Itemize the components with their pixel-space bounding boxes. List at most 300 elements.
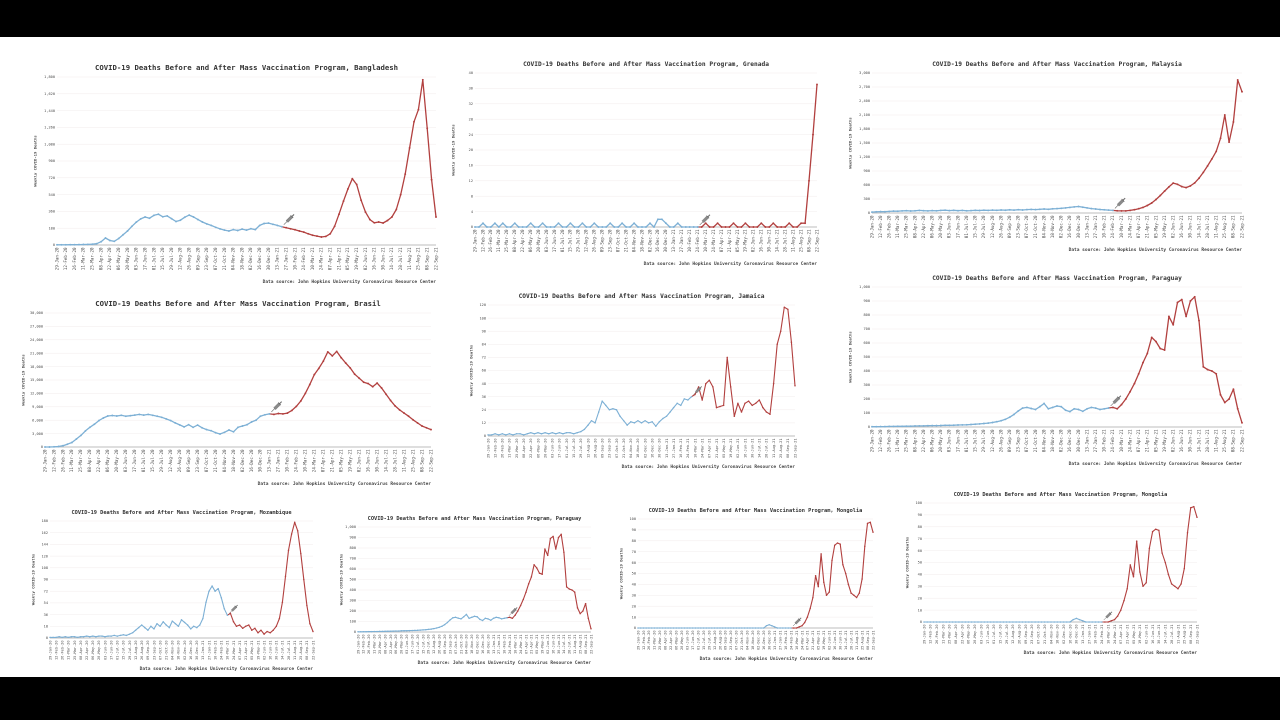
y-axis-label: Weekly COVID-19 Deaths	[618, 547, 624, 600]
data-point-marker	[365, 211, 367, 213]
data-point-marker	[210, 430, 212, 432]
data-point-marker	[697, 627, 699, 629]
letterbox-top	[0, 0, 1280, 37]
y-tick-label: 20	[468, 148, 473, 153]
data-source-note: Data source: John Hopkins University Coronavirus Resource Center	[621, 465, 795, 470]
x-tick-label: 12-Feb-20	[877, 215, 883, 239]
before-vaccination-line	[475, 219, 698, 227]
data-point-marker	[884, 426, 886, 428]
x-tick-label: 07-Oct-20	[734, 630, 739, 650]
y-tick-label: 18	[43, 624, 48, 629]
after-vaccination-line	[282, 80, 436, 237]
data-point-marker	[1098, 621, 1100, 623]
data-point-marker	[303, 231, 305, 233]
data-point-marker	[719, 406, 721, 408]
data-point-marker	[776, 226, 778, 228]
data-point-marker	[101, 635, 103, 637]
x-tick-label: 07-Apr-21	[718, 229, 724, 253]
data-point-marker	[206, 429, 208, 431]
data-point-marker	[815, 575, 817, 577]
data-point-marker	[172, 620, 174, 622]
x-tick-label: 25-Mar-20	[72, 640, 77, 660]
data-point-marker	[992, 209, 994, 211]
x-tick-label: 16-Jun-21	[365, 449, 371, 473]
data-point-marker	[127, 230, 129, 232]
data-point-marker	[757, 627, 759, 629]
x-tick-label: 26-Feb-20	[488, 229, 494, 253]
data-point-marker	[740, 226, 742, 228]
y-tick-label: 100	[863, 411, 870, 416]
after-vaccination-line	[1109, 297, 1242, 423]
data-point-marker	[1038, 621, 1040, 623]
data-point-marker	[764, 226, 766, 228]
data-point-marker	[996, 421, 998, 423]
data-point-marker	[1158, 530, 1160, 532]
x-tick-label: 02-Jun-21	[750, 229, 756, 253]
x-tick-label: 16-Dec-20	[188, 640, 193, 660]
y-tick-label: 3,000	[32, 431, 43, 436]
x-tick-label: 26-Feb-20	[71, 247, 77, 271]
data-point-marker	[623, 420, 625, 422]
data-point-marker	[581, 222, 583, 224]
data-point-marker	[659, 627, 661, 629]
x-tick-label: 08-Sep-21	[1230, 215, 1236, 239]
data-point-marker	[1111, 620, 1113, 622]
before-vaccination-line	[45, 414, 269, 447]
data-point-marker	[651, 627, 653, 629]
data-point-marker	[298, 230, 300, 232]
data-point-marker	[259, 224, 261, 226]
x-tick-label: 29-Jan-20	[472, 229, 478, 253]
x-tick-label: 05-May-21	[345, 247, 351, 271]
data-point-marker	[1009, 209, 1011, 211]
data-point-marker	[729, 226, 731, 228]
data-point-marker	[773, 383, 775, 385]
data-point-marker	[300, 400, 302, 402]
x-tick-label: 18-Nov-20	[176, 640, 181, 660]
data-point-marker	[977, 621, 979, 623]
data-point-marker	[104, 636, 106, 638]
data-point-marker	[251, 421, 253, 423]
y-tick-label: 720	[48, 176, 55, 180]
data-point-marker	[77, 637, 79, 639]
data-point-marker	[1003, 621, 1005, 623]
data-point-marker	[676, 403, 678, 405]
x-tick-label: 27-Jan-21	[275, 449, 281, 473]
x-tick-label: 24-Feb-21	[293, 449, 299, 473]
data-point-marker	[1151, 202, 1153, 204]
x-tick-label: 21-Apr-21	[726, 229, 732, 253]
x-tick-label: 14-Jul-21	[757, 438, 762, 458]
x-tick-label: 07-Oct-20	[158, 640, 163, 660]
data-point-marker	[1078, 409, 1080, 411]
x-tick-label: 25-Aug-21	[1222, 215, 1228, 239]
data-point-marker	[990, 621, 992, 623]
data-point-marker	[376, 631, 378, 633]
data-point-marker	[826, 595, 828, 597]
x-tick-label: 05-May-21	[1153, 215, 1159, 239]
data-point-marker	[634, 422, 636, 424]
data-point-marker	[111, 415, 113, 417]
x-tick-label: 25-Mar-20	[78, 449, 84, 473]
x-tick-label: 08-Apr-20	[663, 630, 668, 650]
data-point-marker	[373, 222, 375, 224]
data-point-marker	[455, 617, 457, 619]
data-point-marker	[569, 222, 571, 224]
data-point-marker	[494, 222, 496, 224]
data-point-marker	[199, 624, 201, 626]
y-tick-label: 36	[43, 612, 48, 617]
data-point-marker	[165, 418, 167, 420]
data-point-marker	[541, 573, 543, 575]
data-point-marker	[478, 226, 480, 228]
y-axis-label: Weekly COVID-19 Deaths	[20, 354, 26, 406]
data-point-marker	[1047, 621, 1049, 623]
y-tick-label: 1,620	[44, 92, 55, 96]
y-tick-label: 96	[481, 329, 486, 334]
data-point-marker	[1215, 150, 1217, 152]
data-point-marker	[987, 422, 989, 424]
data-point-marker	[1082, 620, 1084, 622]
data-point-marker	[744, 627, 746, 629]
data-source-note: Data source: John Hopkins University Coronavirus Resource Center	[1023, 651, 1197, 656]
data-point-marker	[1116, 210, 1118, 212]
x-tick-label: 21-Oct-20	[221, 247, 227, 271]
data-point-marker	[1082, 410, 1084, 412]
data-point-marker	[807, 616, 809, 618]
data-point-marker	[1194, 182, 1196, 184]
x-tick-label: 24-Mar-21	[1127, 429, 1133, 453]
data-point-marker	[369, 219, 371, 221]
data-point-marker	[153, 214, 155, 216]
data-point-marker	[83, 636, 85, 638]
data-source-note: Data source: John Hopkins University Coronavirus Resource Center	[417, 661, 591, 666]
data-point-marker	[398, 630, 400, 632]
data-point-marker	[228, 429, 230, 431]
x-tick-label: 05-May-21	[816, 630, 821, 650]
data-point-marker	[62, 445, 64, 447]
data-point-marker	[501, 618, 503, 620]
data-point-marker	[723, 405, 725, 407]
data-point-marker	[1121, 404, 1123, 406]
data-point-marker	[126, 635, 128, 637]
data-point-marker	[1189, 300, 1191, 302]
data-point-marker	[105, 237, 107, 239]
x-tick-label: 25-Mar-20	[89, 247, 95, 271]
data-point-marker	[463, 616, 465, 618]
y-tick-label: 4	[470, 209, 473, 214]
data-source-note: Data source: John Hopkins University Coronavirus Resource Center	[139, 667, 313, 672]
x-tick-label: 18-Nov-20	[639, 229, 645, 253]
data-point-marker	[237, 230, 239, 232]
x-tick-label: 13-Jan-21	[1081, 624, 1086, 644]
x-tick-label: 07-Oct-20	[203, 449, 209, 473]
data-point-marker	[641, 422, 643, 424]
data-point-marker	[236, 626, 238, 628]
data-point-marker	[294, 229, 296, 231]
x-tick-label: 24-Feb-21	[219, 640, 224, 660]
data-point-marker	[755, 403, 757, 405]
x-tick-label: 26-Aug-20	[437, 634, 442, 654]
data-point-marker	[1052, 406, 1054, 408]
data-point-marker	[1202, 366, 1204, 368]
data-point-marker	[452, 617, 454, 619]
data-point-marker	[188, 214, 190, 216]
data-point-marker	[1207, 369, 1209, 371]
x-tick-label: 16-Dec-20	[1068, 624, 1073, 644]
x-tick-label: 07-Oct-20	[615, 229, 621, 253]
data-point-marker	[1052, 208, 1054, 210]
data-point-marker	[123, 634, 125, 636]
x-tick-label: 26-Feb-20	[934, 624, 939, 644]
x-tick-label: 10-Mar-21	[302, 449, 308, 473]
data-point-marker	[1159, 195, 1161, 197]
x-tick-label: 07-Oct-20	[614, 438, 619, 458]
x-tick-label: 16-Jun-21	[268, 640, 273, 660]
data-point-marker	[272, 629, 274, 631]
x-tick-label: 30-Jun-21	[750, 438, 755, 458]
data-point-marker	[1241, 422, 1243, 424]
y-tick-label: 24	[468, 132, 473, 137]
data-point-marker	[318, 367, 320, 369]
data-point-marker	[685, 226, 687, 228]
data-source-note: Data source: John Hopkins University Coronavirus Resource Center	[1068, 462, 1242, 467]
data-point-marker	[914, 210, 916, 212]
data-point-marker	[701, 226, 703, 228]
data-point-marker	[656, 627, 658, 629]
data-point-marker	[263, 223, 265, 225]
x-tick-label: 05-May-21	[1153, 429, 1159, 453]
x-tick-label: 03-Jun-20	[123, 449, 129, 473]
data-point-marker	[653, 226, 655, 228]
data-point-marker	[726, 357, 728, 359]
data-point-marker	[1129, 209, 1131, 211]
data-point-marker	[871, 426, 873, 428]
data-point-marker	[150, 626, 152, 628]
x-tick-label: 09-Sep-20	[1006, 215, 1012, 239]
x-tick-label: 12-Aug-20	[177, 247, 183, 271]
x-tick-label: 05-May-21	[721, 438, 726, 458]
data-point-marker	[175, 221, 177, 223]
data-point-marker	[848, 584, 850, 586]
data-point-marker	[1126, 588, 1128, 590]
y-tick-label: 0	[483, 434, 486, 439]
data-point-marker	[678, 627, 680, 629]
x-tick-label: 23-Sep-20	[1015, 215, 1021, 239]
data-point-marker	[958, 621, 960, 623]
y-tick-label: 27,000	[30, 324, 43, 329]
data-point-marker	[1018, 621, 1020, 623]
data-point-marker	[60, 244, 62, 246]
data-point-marker	[91, 243, 93, 245]
y-tick-label: 800	[863, 313, 870, 318]
data-point-marker	[665, 222, 667, 224]
data-point-marker	[780, 330, 782, 332]
data-point-marker	[741, 627, 743, 629]
data-point-marker	[708, 627, 710, 629]
data-point-marker	[552, 536, 554, 538]
data-point-marker	[569, 432, 571, 434]
data-point-marker	[412, 419, 414, 421]
data-point-marker	[141, 624, 143, 626]
data-point-marker	[159, 626, 161, 628]
data-point-marker	[713, 226, 715, 228]
data-point-marker	[409, 630, 411, 632]
data-point-marker	[673, 627, 675, 629]
data-point-marker	[537, 432, 539, 434]
data-point-marker	[752, 226, 754, 228]
data-point-marker	[1063, 621, 1065, 623]
data-point-marker	[769, 413, 771, 415]
y-tick-label: 0	[867, 211, 870, 216]
data-point-marker	[87, 243, 89, 245]
x-tick-label: 30-Dec-20	[663, 229, 669, 253]
data-point-marker	[1086, 408, 1088, 410]
data-point-marker	[205, 602, 207, 604]
x-tick-label: 24-Feb-21	[694, 229, 700, 253]
syringe-icon	[228, 604, 238, 614]
x-tick-label: 12-Feb-20	[480, 229, 486, 253]
x-tick-label: 30-Dec-20	[1075, 429, 1081, 453]
data-point-marker	[1117, 615, 1119, 617]
x-tick-label: 07-Apr-21	[320, 449, 326, 473]
x-tick-label: 25-Mar-20	[504, 229, 510, 253]
data-point-marker	[587, 424, 589, 426]
x-tick-label: 13-Jan-21	[1084, 215, 1090, 239]
data-point-marker	[519, 433, 521, 435]
data-point-marker	[183, 426, 185, 428]
data-point-marker	[1026, 406, 1028, 408]
data-point-marker	[197, 219, 199, 221]
x-tick-label: 22-Sep-21	[589, 634, 594, 654]
data-point-marker	[747, 627, 749, 629]
data-point-marker	[242, 628, 244, 630]
x-tick-label: 10-Feb-21	[292, 247, 298, 271]
data-point-marker	[78, 244, 80, 246]
data-point-marker	[939, 621, 941, 623]
x-tick-label: 18-Nov-20	[1049, 215, 1055, 239]
data-point-marker	[787, 309, 789, 311]
data-point-marker	[303, 579, 305, 581]
x-tick-label: 10-Feb-21	[213, 640, 218, 660]
data-point-marker	[135, 221, 137, 223]
data-point-marker	[695, 627, 697, 629]
x-tick-label: 22-Sep-21	[428, 449, 434, 473]
data-point-marker	[132, 632, 134, 634]
data-point-marker	[791, 341, 793, 343]
data-point-marker	[509, 617, 511, 619]
y-tick-label: 50	[631, 571, 636, 576]
x-tick-label: 25-Mar-20	[658, 630, 663, 650]
before-vaccination-line	[488, 397, 692, 435]
data-point-marker	[948, 210, 950, 212]
data-point-marker	[993, 621, 995, 623]
x-tick-label: 24-Feb-21	[686, 438, 691, 458]
x-tick-label: 07-Apr-21	[327, 247, 333, 271]
data-point-marker	[617, 226, 619, 228]
x-tick-label: 27-Jan-21	[671, 438, 676, 458]
data-point-marker	[1136, 540, 1138, 542]
data-point-marker	[626, 424, 628, 426]
chart-title: COVID-19 Deaths Before and After Mass Vaccination Program, Bangladesh	[94, 63, 399, 72]
x-tick-label: 17-Jun-20	[410, 634, 415, 654]
data-point-marker	[1172, 324, 1174, 326]
data-point-marker	[1000, 420, 1002, 422]
x-tick-label: 16-Dec-20	[1067, 215, 1073, 239]
data-point-marker	[379, 631, 381, 633]
x-tick-label: 08-Apr-20	[512, 229, 518, 253]
data-point-marker	[712, 386, 714, 388]
y-tick-label: 0	[867, 425, 870, 430]
data-point-marker	[165, 624, 167, 626]
data-point-marker	[387, 630, 389, 632]
data-point-marker	[170, 420, 172, 422]
data-point-marker	[309, 623, 311, 625]
y-tick-label: 100	[915, 501, 922, 506]
data-point-marker	[1142, 362, 1144, 364]
x-tick-label: 12-Aug-20	[586, 438, 591, 458]
data-point-marker	[255, 419, 257, 421]
data-point-marker	[709, 380, 711, 382]
data-point-marker	[752, 627, 754, 629]
data-point-marker	[360, 199, 362, 201]
data-point-marker	[1177, 588, 1179, 590]
x-tick-label: 27-Jan-21	[497, 634, 502, 654]
data-point-marker	[1095, 407, 1097, 409]
x-tick-label: 13-Jan-21	[664, 438, 669, 458]
x-tick-label: 16-Dec-20	[1067, 429, 1073, 453]
x-tick-label: 21-Apr-21	[811, 630, 816, 650]
data-point-marker	[175, 623, 177, 625]
data-point-marker	[999, 621, 1001, 623]
data-point-marker	[1025, 621, 1027, 623]
data-point-marker	[435, 216, 437, 218]
data-point-marker	[1112, 406, 1114, 408]
x-tick-label: 18-Nov-20	[239, 247, 245, 271]
data-point-marker	[686, 627, 688, 629]
x-tick-label: 04-Nov-20	[631, 229, 637, 253]
y-tick-label: 90	[917, 513, 922, 518]
data-point-marker	[590, 628, 592, 630]
x-tick-label: 24-Mar-21	[231, 640, 236, 660]
y-tick-label: 600	[863, 183, 870, 188]
x-tick-label: 09-Sep-20	[146, 640, 151, 660]
x-tick-label: 29-Jan-20	[922, 624, 927, 644]
x-tick-label: 30-Jun-21	[838, 630, 843, 650]
y-tick-label: 28	[468, 117, 473, 122]
x-tick-label: 17-Jun-20	[985, 624, 990, 644]
x-tick-label: 02-Jun-21	[262, 640, 267, 660]
data-point-marker	[65, 636, 67, 638]
y-tick-label: 9,000	[32, 405, 43, 409]
data-point-marker	[1202, 171, 1204, 173]
data-point-marker	[792, 226, 794, 228]
x-tick-label: 17-Jun-20	[132, 449, 138, 473]
data-point-marker	[1060, 621, 1062, 623]
x-tick-label: 29-Jan-20	[42, 449, 48, 473]
data-point-marker	[279, 618, 281, 620]
x-tick-label: 26-Feb-20	[886, 215, 892, 239]
x-tick-label: 02-Jun-21	[545, 634, 550, 654]
data-point-marker	[1155, 341, 1157, 343]
x-tick-label: 30-Dec-20	[657, 438, 662, 458]
data-point-marker	[662, 418, 664, 420]
data-point-marker	[426, 127, 428, 129]
chart-title: COVID-19 Deaths Before and After Mass Vaccination Program, Mongolia	[648, 508, 863, 514]
data-point-marker	[351, 178, 353, 180]
data-point-marker	[1155, 528, 1157, 530]
x-tick-label: 23-Sep-20	[204, 247, 210, 271]
